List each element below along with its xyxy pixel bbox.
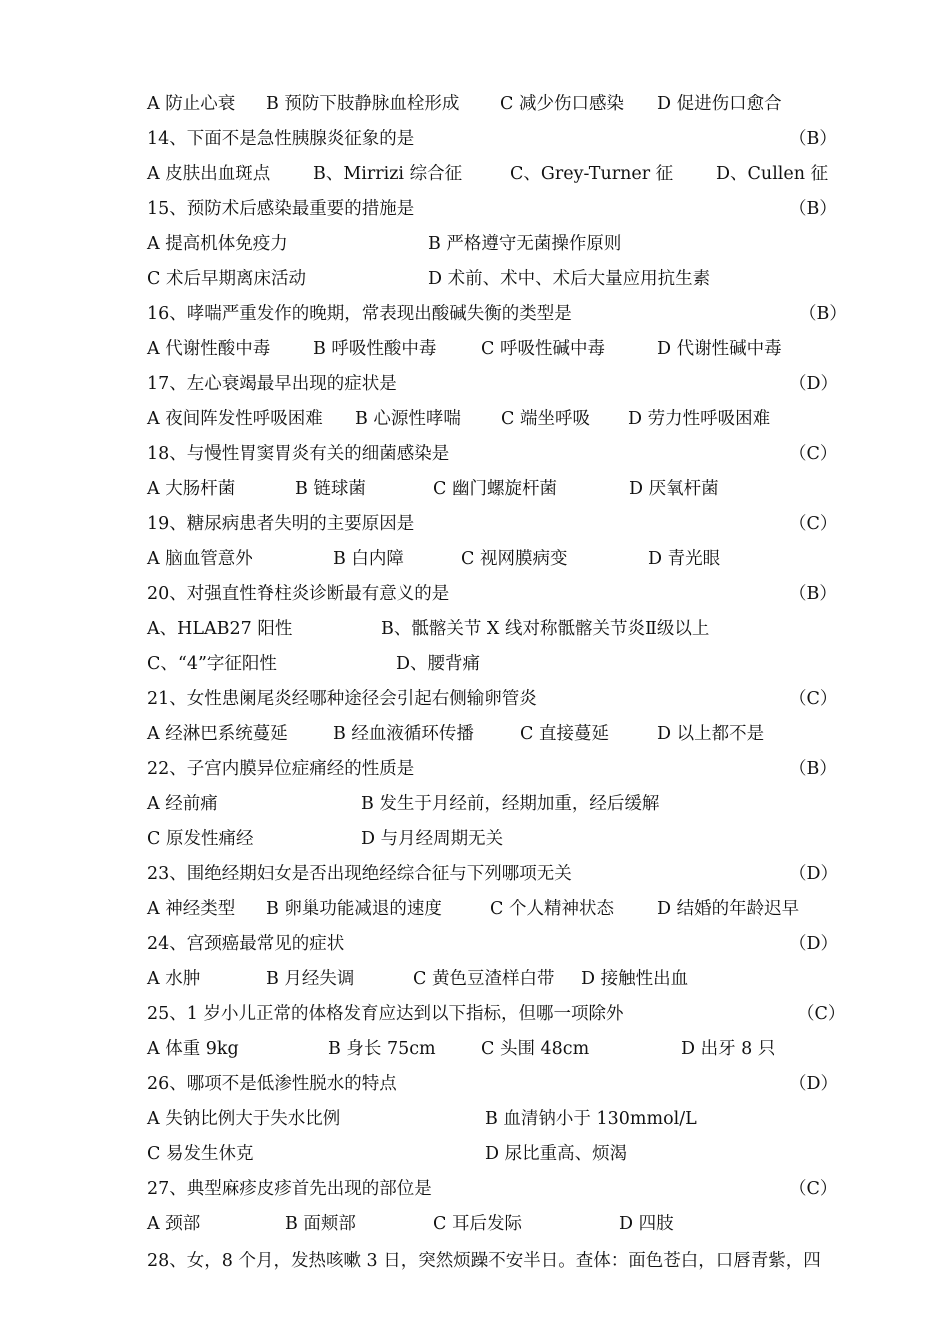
q16-options [147,337,827,361]
q19-option-c: C 视网膜病变 [461,549,568,569]
q14-option-a: A 皮肤出血斑点 [147,164,271,184]
q16-option-a: A 代谢性酸中毒 [147,339,271,359]
q17-option-c: C 端坐呼吸 [501,409,590,429]
q17-option-b: B 心源性哮喘 [355,409,461,429]
q25-question-line [147,1002,846,1026]
q26-option-c: C 易发生休克 [147,1144,254,1164]
q20-question-line [147,582,837,606]
q24-options [147,967,827,991]
q13-option-a: A 防止心衰 [147,94,236,114]
q27-option-b: B 面颊部 [285,1214,356,1234]
q20-option-d: D、腰背痛 [396,654,481,674]
q23-answer: （D） [789,864,839,884]
q14-options [147,162,827,186]
q27-question: 27、典型麻疹皮疹首先出现的部位是 [147,1179,432,1199]
q14-option-c: C、Grey-Turner 征 [510,164,674,184]
q25-answer: （C） [797,1004,846,1024]
q16-option-b: B 呼吸性酸中毒 [313,339,437,359]
q19-answer: （C） [789,514,838,534]
q16-option-c: C 呼吸性碱中毒 [481,339,605,359]
q26-option-a: A 失钠比例大于失水比例 [147,1109,341,1129]
q19-option-b: B 白内障 [333,549,404,569]
q14-question-line [147,127,837,151]
q18-question-line [147,442,838,466]
q14-answer: （B） [789,129,837,149]
q17-option-d: D 劳力性呼吸困难 [628,409,771,429]
q24-option-c: C 黄色豆渣样白带 [413,969,555,989]
q17-options [147,407,827,431]
q20-answer: （B） [789,584,837,604]
q22-question: 22、子宫内膜异位症痛经的性质是 [147,759,415,779]
q27-option-a: A 颈部 [147,1214,201,1234]
q22-options-row2 [147,827,827,851]
q26-question-line [147,1072,839,1096]
q18-option-a: A 大肠杆菌 [147,479,236,499]
q21-option-c: C 直接蔓延 [520,724,609,744]
q23-options [147,897,827,921]
q21-option-d: D 以上都不是 [657,724,765,744]
q16-option-d: D 代谢性碱中毒 [657,339,782,359]
q25-option-c: C 头围 48cm [481,1039,590,1059]
q17-question-line [147,372,839,396]
q15-options-row2 [147,267,827,291]
q15-answer: （B） [789,199,837,219]
q14-question: 14、下面不是急性胰腺炎征象的是 [147,129,415,149]
q19-option-a: A 脑血管意外 [147,549,253,569]
q19-question-line [147,512,838,536]
q18-option-b: B 链球菌 [295,479,366,499]
q13-options [147,92,827,116]
q18-option-d: D 厌氧杆菌 [629,479,719,499]
q18-question: 18、与慢性胃窦胃炎有关的细菌感染是 [147,444,450,464]
q20-options-row1 [147,617,827,641]
q25-option-a: A 体重 9kg [147,1039,239,1059]
q21-question-line [147,687,838,711]
q28-question: 28、女，8 个月，发热咳嗽 3 日，突然烦躁不安半日。查体：面色苍白，口唇青紫，四 [147,1251,821,1271]
q16-question-line [147,302,847,326]
q20-option-c: C、“4”字征阳性 [147,654,277,674]
q15-option-a: A 提高机体免疫力 [147,234,288,254]
q22-option-b: B 发生于月经前，经期加重，经后缓解 [361,794,660,814]
q18-answer: （C） [789,444,838,464]
q23-option-c: C 个人精神状态 [490,899,614,919]
q19-options [147,547,827,571]
q13-option-c: C 减少伤口感染 [500,94,624,114]
q18-option-c: C 幽门螺旋杆菌 [433,479,557,499]
q24-option-b: B 月经失调 [266,969,355,989]
q24-option-d: D 接触性出血 [581,969,689,989]
q26-answer: （D） [789,1074,839,1094]
q25-option-b: B 身长 75cm [328,1039,436,1059]
q20-options-row2 [147,652,827,676]
q22-question-line [147,757,837,781]
q15-option-d: D 术前、术中、术后大量应用抗生素 [428,269,711,289]
q19-option-d: D 青光眼 [648,549,721,569]
q21-answer: （C） [789,689,838,709]
q21-question: 21、女性患阑尾炎经哪种途径会引起右侧输卵管炎 [147,689,537,709]
q14-option-d: D、Cullen 征 [716,164,829,184]
q26-option-d: D 尿比重高、烦渴 [485,1144,628,1164]
q27-option-d: D 四肢 [619,1214,674,1234]
q23-option-a: A 神经类型 [147,899,236,919]
q16-question: 16、哮喘严重发作的晚期，常表现出酸碱失衡的类型是 [147,304,572,324]
q22-option-a: A 经前痛 [147,794,218,814]
q26-options-row1 [147,1107,827,1131]
q27-option-c: C 耳后发际 [433,1214,522,1234]
q16-answer: （B） [799,304,847,324]
q27-options [147,1212,827,1236]
q13-option-b: B 预防下肢静脉血栓形成 [266,94,460,114]
q23-option-b: B 卵巢功能减退的速度 [266,899,442,919]
q17-option-a: A 夜间阵发性呼吸困难 [147,409,323,429]
q14-option-b: B、Mirrizi 综合征 [313,164,463,184]
q22-options-row1 [147,792,827,816]
q24-option-a: A 水肿 [147,969,201,989]
q15-options-row1 [147,232,827,256]
q26-options-row2 [147,1142,827,1166]
q19-question: 19、糖尿病患者失明的主要原因是 [147,514,415,534]
q17-question: 17、左心衰竭最早出现的症状是 [147,374,397,394]
q23-question: 23、围绝经期妇女是否出现绝经综合征与下列哪项无关 [147,864,572,884]
q22-option-c: C 原发性痛经 [147,829,254,849]
q15-option-b: B 严格遵守无菌操作原则 [428,234,622,254]
q13-option-d: D 促进伤口愈合 [657,94,782,114]
q27-answer: （C） [789,1179,838,1199]
q20-option-b: B、骶髂关节 X 线对称骶髂关节炎Ⅱ级以上 [381,619,710,639]
q26-option-b: B 血清钠小于 130mmol/L [485,1109,697,1129]
q21-options [147,722,827,746]
q24-answer: （D） [789,934,839,954]
q27-question-line [147,1177,838,1201]
q21-option-b: B 经血液循环传播 [333,724,474,744]
q28-question-line [147,1249,877,1273]
q25-options [147,1037,827,1061]
q21-option-a: A 经淋巴系统蔓延 [147,724,288,744]
q22-option-d: D 与月经周期无关 [361,829,504,849]
q23-option-d: D 结婚的年龄迟早 [657,899,800,919]
q17-answer: （D） [789,374,839,394]
q25-option-d: D 出牙 8 只 [681,1039,776,1059]
q15-question-line [147,197,837,221]
q20-option-a: A、HLAB27 阳性 [147,619,293,639]
q24-question: 24、宫颈癌最常见的症状 [147,934,345,954]
q18-options [147,477,827,501]
q23-question-line [147,862,839,886]
q22-answer: （B） [789,759,837,779]
q25-question: 25、1 岁小儿正常的体格发育应达到以下指标，但哪一项除外 [147,1004,624,1024]
q24-question-line [147,932,839,956]
q15-option-c: C 术后早期离床活动 [147,269,306,289]
q15-question: 15、预防术后感染最重要的措施是 [147,199,415,219]
q20-question: 20、对强直性脊柱炎诊断最有意义的是 [147,584,450,604]
q26-question: 26、哪项不是低渗性脱水的特点 [147,1074,397,1094]
